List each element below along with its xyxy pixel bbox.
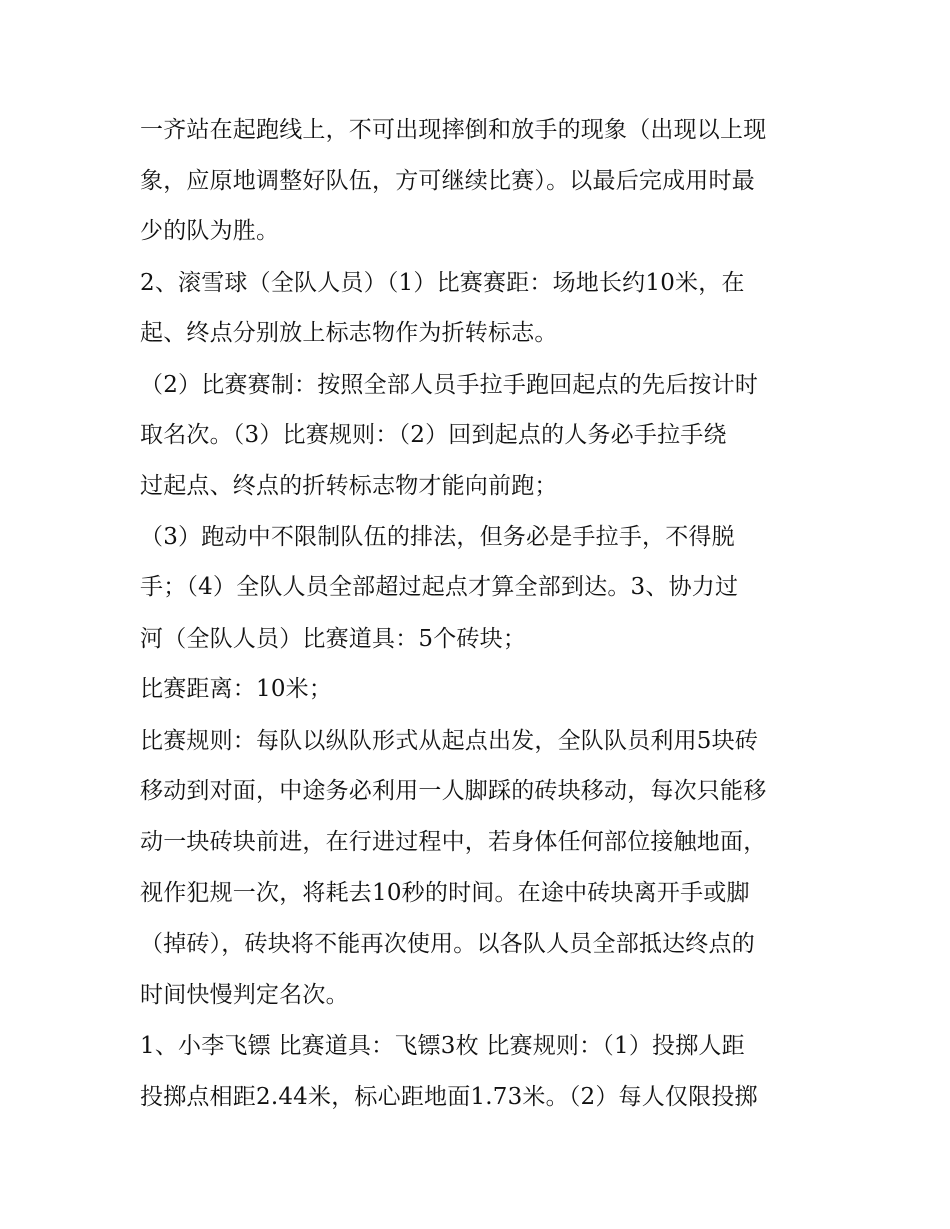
text-line: 一齐站在起跑线上，不可出现摔倒和放手的现象（出现以上现 bbox=[140, 117, 767, 143]
text-line: 2、滚雪球（全队人员）（1）比赛赛距：场地长约10米，在 bbox=[140, 270, 745, 296]
text-line: 起、终点分别放上标志物作为折转标志。 bbox=[140, 320, 558, 346]
text-line: 比赛距离：10米； bbox=[140, 676, 333, 702]
text-line: 过起点、终点的折转标志物才能向前跑； bbox=[140, 473, 558, 499]
text-line: （掉砖），砖块将不能再次使用。以各队人员全部抵达终点的 bbox=[140, 931, 755, 957]
text-line: （2）比赛赛制：按照全部人员手拉手跑回起点的先后按计时 bbox=[140, 372, 759, 398]
text-line: 1、小李飞镖 比赛道具：飞镖3枚 比赛规则：（1）投掷人距 bbox=[140, 1033, 745, 1059]
text-line: 少的队为胜。 bbox=[140, 218, 280, 244]
text-line: 取名次。（3）比赛规则：（2）回到起点的人务必手拉手绕 bbox=[140, 422, 727, 448]
text-line: 手；（4）全队人员全部超过起点才算全部到达。3、协力过 bbox=[140, 574, 739, 600]
text-line: 移动到对面，中途务必利用一人脚踩的砖块移动，每次只能移 bbox=[140, 778, 767, 804]
text-line: 时间快慢判定名次。 bbox=[140, 982, 349, 1008]
text-line: 象，应原地调整好队伍，方可继续比赛）。以最后完成用时最 bbox=[140, 168, 755, 194]
text-line: 投掷点相距2.44米，标心距地面1.73米。（2）每人仅限投掷 bbox=[140, 1084, 758, 1110]
text-line: 河（全队人员）比赛道具：5个砖块； bbox=[140, 626, 527, 652]
text-line: 动一块砖块前进，在行进过程中，若身体任何部位接触地面， bbox=[140, 829, 767, 855]
text-line: 比赛规则：每队以纵队形式从起点出发，全队队员利用5块砖 bbox=[140, 728, 759, 754]
text-line: 视作犯规一次，将耗去10秒的时间。在途中砖块离开手或脚 bbox=[140, 880, 750, 906]
text-line: （3）跑动中不限制队伍的排法，但务必是手拉手，不得脱 bbox=[140, 524, 735, 550]
